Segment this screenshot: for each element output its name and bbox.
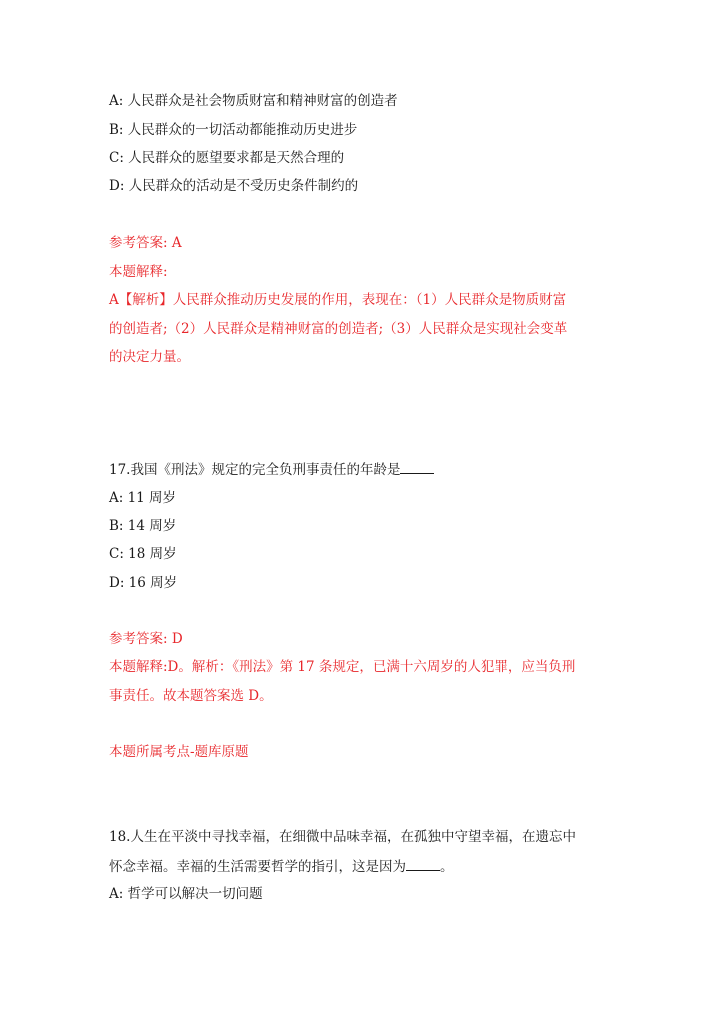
q17-option-c: C: 18 周岁	[109, 546, 177, 562]
q18-option-a: A: 哲学可以解决一切问题	[109, 886, 263, 902]
answer-blank	[400, 459, 434, 474]
q18-question-line-2	[109, 856, 454, 877]
q17-option-b: B: 14 周岁	[109, 518, 177, 534]
q18-question-line-1: 18.人生在平淡中寻找幸福，在细微中品味幸福，在孤独中守望幸福，在遗忘中	[109, 829, 576, 845]
q16-explain-line-2: 的创造者;（2）人民群众是精神财富的创造者;（3）人民群众是实现社会变革	[109, 321, 568, 337]
q16-option-a: A: 人民群众是社会物质财富和精神财富的创造者	[109, 93, 398, 109]
q17-option-a: A: 11 周岁	[109, 490, 177, 506]
q16-option-c: C: 人民群众的愿望要求都是天然合理的	[109, 150, 345, 166]
q16-explain-line-1: A【解析】人民群众推动历史发展的作用，表现在：（1）人民群众是物质财富	[109, 292, 567, 308]
q17-source: 本题所属考点-题库原题	[109, 744, 249, 760]
q18-question-text: 怀念幸福。幸福的生活需要哲学的指引，这是因为	[109, 859, 406, 875]
q17-explain-line-2: 事责任。故本题答案选 D。	[109, 688, 273, 704]
q17-question-text: 17.我国《刑法》规定的完全负刑事责任的年龄是	[109, 462, 401, 478]
q17-option-d: D: 16 周岁	[109, 575, 178, 591]
q16-answer: 参考答案: A	[109, 235, 182, 251]
answer-blank	[406, 856, 440, 871]
q17-answer: 参考答案: D	[109, 631, 183, 647]
q16-explain-label: 本题解释:	[109, 264, 168, 280]
q16-explain-line-3: 的决定力量。	[109, 349, 190, 365]
q16-option-d: D: 人民群众的活动是不受历史条件制约的	[109, 178, 359, 194]
q16-option-b: B: 人民群众的一切活动都能推动历史进步	[109, 122, 358, 138]
q18-question-end: 。	[440, 859, 454, 875]
q17-question	[109, 459, 434, 480]
q17-explain-line-1: 本题解释:D。解析：《刑法》第 17 条规定，已满十六周岁的人犯罪，应当负刑	[109, 659, 576, 675]
